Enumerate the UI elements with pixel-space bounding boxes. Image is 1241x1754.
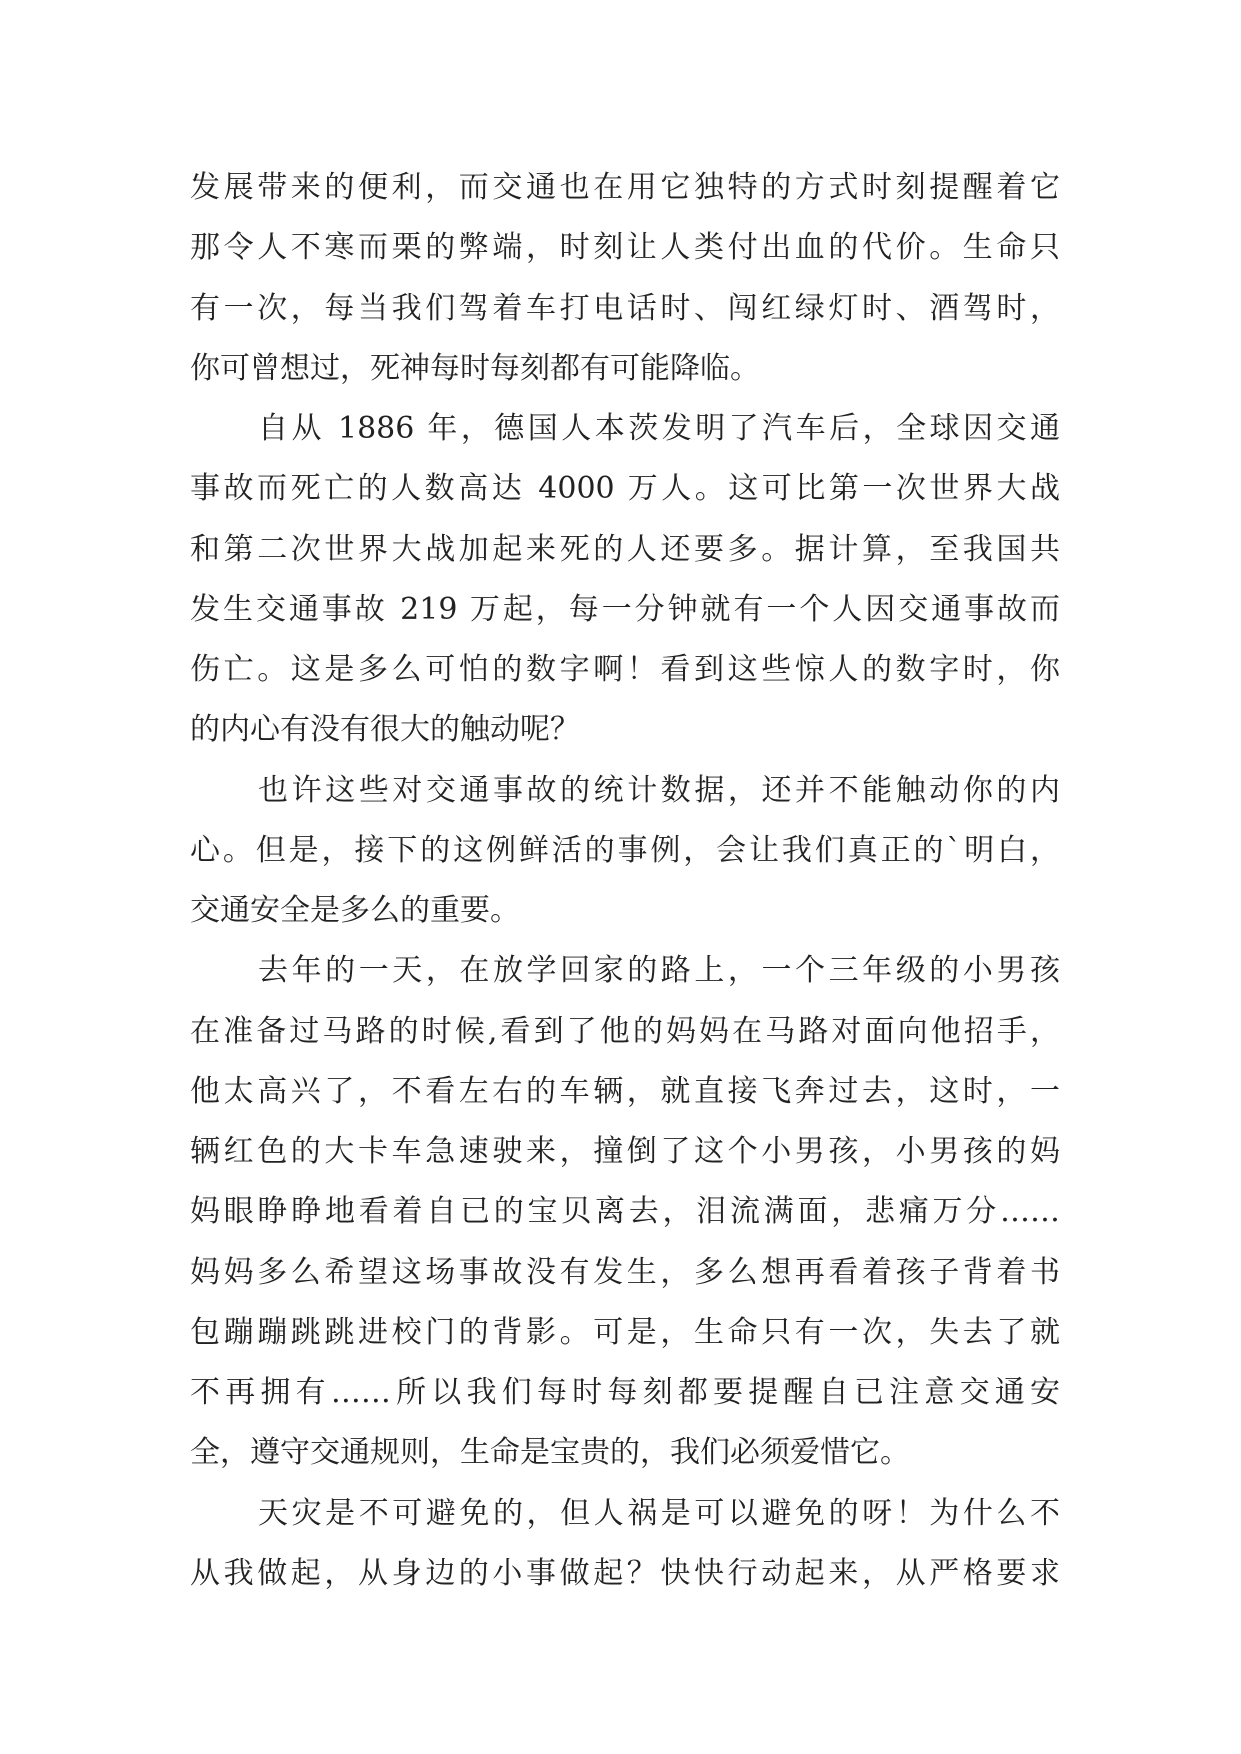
text-line: 妈妈多么希望这场事故没有发生，多么想再看着孩子背着书 bbox=[190, 1254, 1060, 1290]
text-line: 事故而死亡的人数高达 4000 万人。这可比第一次世界大战 bbox=[190, 471, 1060, 507]
text-line: 心。但是，接下的这例鲜活的事例，会让我们真正的`明白， bbox=[190, 832, 1060, 868]
text-line: 伤亡。这是多么可怕的数字啊！看到这些惊人的数字时，你 bbox=[190, 652, 1060, 687]
text-line: 全，遵守交通规则，生命是宝贵的，我们必须爱惜它。 bbox=[190, 1435, 910, 1471]
text-line: 有一次，每当我们驾着车打电话时、闯红绿灯时、酒驾时， bbox=[190, 290, 1060, 326]
text-line: 发展带来的便利，而交通也在用它独特的方式时刻提醒着它 bbox=[190, 170, 1060, 205]
text-line: 妈眼睁睁地看着自已的宝贝离去，泪流满面，悲痛万分…… bbox=[190, 1194, 1060, 1230]
text-line: 包蹦蹦跳跳进校门的背影。可是，生命只有一次，失去了就 bbox=[190, 1314, 1060, 1350]
text-line: 发生交通事故 219 万起，每一分钟就有一个人因交通事故而 bbox=[190, 591, 1060, 627]
text-line: 交通安全是多么的重要。 bbox=[190, 893, 520, 928]
text-line: 在准备过马路的时候,看到了他的妈妈在马路对面向他招手， bbox=[190, 1013, 1060, 1049]
text-line: 天灾是不可避免的，但人祸是可以避免的呀！为什么不 bbox=[258, 1495, 1060, 1531]
text-line: 不再拥有……所以我们每时每刻都要提醒自已注意交通安 bbox=[190, 1375, 1060, 1410]
text-line: 也许这些对交通事故的统计数据，还并不能触动你的内 bbox=[258, 772, 1060, 808]
text-line: 他太高兴了，不看左右的车辆，就直接飞奔过去，这时，一 bbox=[190, 1073, 1060, 1109]
text-line: 那令人不寒而栗的弊端，时刻让人类付出血的代价。生命只 bbox=[190, 230, 1060, 266]
text-line: 去年的一天，在放学回家的路上，一个三年级的小男孩 bbox=[258, 953, 1060, 989]
text-line: 的内心有没有很大的触动呢？ bbox=[190, 712, 580, 748]
text-line: 自从 1886 年，德国人本茨发明了汽车后，全球因交通 bbox=[258, 411, 1060, 446]
text-line: 辆红色的大卡车急速驶来，撞倒了这个小男孩，小男孩的妈 bbox=[190, 1134, 1060, 1169]
text-line: 你可曾想过，死神每时每刻都有可能降临。 bbox=[190, 350, 760, 386]
text-line: 和第二次世界大战加起来死的人还要多。据计算，至我国共 bbox=[190, 531, 1060, 567]
document-body bbox=[190, 158, 1060, 1604]
text-line: 从我做起，从身边的小事做起？快快行动起来，从严格要求 bbox=[190, 1555, 1060, 1591]
